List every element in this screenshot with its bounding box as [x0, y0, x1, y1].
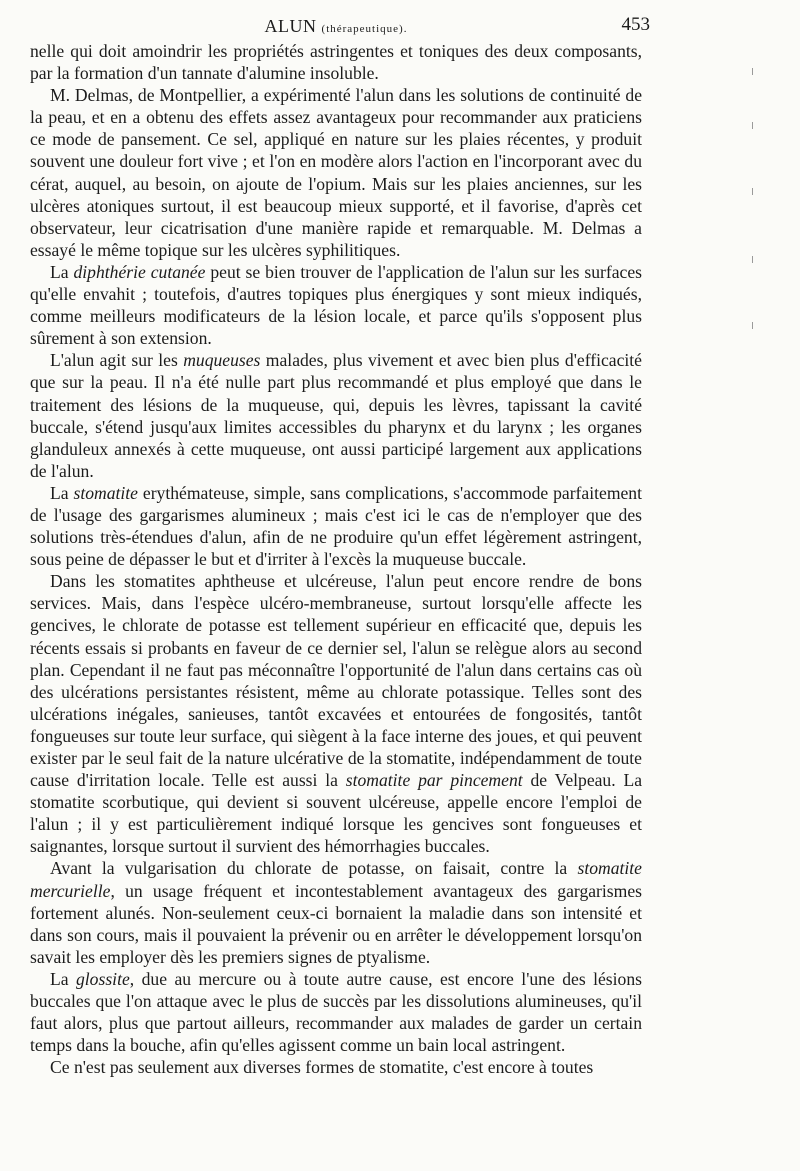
text-run: M. Delmas, de Montpellier, a expérimenté l'alun dans les solutions de continuité de la peau, et en a obtenu des effets assez avantageux pour recommander aux praticiens ce mode de pansement. Ce sel, appliqué en nature sur les plaies récentes, y produit souvent une douleur fort vive ; et l'on en modère alors l'action en l'incorporant avec du cérat, auquel, au besoin, on ajoute de l'opium. Mais sur les plaies anciennes, sur les ulcères atoniques surtout, il est beaucoup mieux supporté, et il favorise, d'après cet observateur, leur cicatrisation d'une manière rapide et remarquable. M. Delmas a essayé le même topique sur les ulcères syphilitiques. [30, 85, 642, 260]
italic-term: stomatite par pincement [345, 770, 523, 791]
text-run: La [50, 968, 76, 989]
text-run: peut se bien trouver de l'application de l'alun sur les surfaces qu'elle envahit ; toutefois, d'autres topiques plus énergiques y sont mieux indiqués, comme meilleurs modificateurs de la lésion locale, et parce qu'ils s'opposent plus sûrement à son extension. [30, 261, 642, 349]
text-run: Ce n'est pas seulement aux diverses formes de stomatite, c'est encore à toutes [50, 1057, 594, 1078]
paragraph [30, 349, 642, 482]
page [30, 6, 650, 1078]
margin-tick [752, 256, 753, 263]
paragraph [30, 968, 642, 1056]
text-run: , un usage fréquent et incontestablement avantageux des gargarismes fortement alunés. Non-seulement ceux-ci bornaient la maladie dans son intensité et dans son cours, mais il pouvaient la prévenir ou en arrêter le développement lorsqu'on savait les employer dès les premiers signes de ptyalisme. [30, 880, 642, 967]
page-number: 453 [621, 14, 650, 35]
margin-tick [752, 188, 753, 195]
italic-term: stomatite mercurielle [30, 858, 642, 901]
paragraph [30, 857, 642, 967]
paragraph [30, 570, 642, 857]
paragraph [30, 482, 642, 570]
text-run: La [50, 261, 74, 282]
header-title: ALUN [264, 16, 317, 36]
text-run: malades, plus vivement et avec bien plus d'efficacité que sur la peau. Il n'a été nulle part plus recommandé et plus employé que dans le traitement des lésions de la muqueuse, qui, depuis les lèvres, tapissant la cavité buccale, s'étend jusqu'aux limites accessibles du pharynx et du larynx ; les organes glanduleux annexés à cette muqueuse, ont aussi participé largement aux applications de l'alun. [30, 350, 642, 481]
text-run: erythémateuse, simple, sans complications, s'accommode parfaitement de l'usage des gargarismes alumineux ; mais c'est ici le cas de n'employer que des solutions très-étendues d'alun, afin de ne produire qu'un effet légèrement astringent, sous peine de dépasser le but et d'irriter à l'excès la muqueuse buccale. [30, 482, 642, 570]
margin-marks [748, 60, 758, 480]
italic-term: muqueuses [183, 350, 261, 371]
margin-tick [752, 122, 753, 129]
running-header [30, 6, 650, 40]
header-subtitle: (thérapeutique). [321, 23, 408, 35]
italic-term: diphthérie cutanée [73, 261, 206, 282]
paragraph [30, 40, 642, 84]
text-run: Dans les stomatites aphtheuse et ulcéreuse, l'alun peut encore rendre de bons services. Mais, dans l'espèce ulcéro-membraneuse, surtout lorsqu'elle affecte les gencives, le chlorate de potasse est tellement supérieur en efficacité que, depuis les récents essais si probants en faveur de ce dernier sel, l'alun se relègue alors au second plan. Cependant il ne faut pas méconnaître l'opportunité de l'alun dans certains cas où des ulcérations persistantes résistent, même au chlorate potassique. Telles sont des ulcérations inégales, sanieuses, tantôt excavées et entourées de fongosités, tantôt fongueuses sur toute leur surface, qui siègent à la face interne des joues, et qui peuvent exister par le seul fait de la nature ulcérative de la stomatite, indépendamment de toute cause d'irritation locale. Telle est aussi la [30, 571, 642, 791]
text-run: nelle qui doit amoindrir les propriétés astringentes et toniques des deux composants, par la formation d'un tannate d'alumine insoluble. [30, 41, 642, 84]
text-run: de Velpeau. La stomatite scorbutique, qui devient si souvent ulcéreuse, appelle encore l'emploi de l'alun ; il y est particulièrement indiqué lorsque les gencives sont fongueuses et saignantes, lorsque surtout il survient des hémorrhagies buccales. [30, 770, 642, 857]
text-run: Avant la vulgarisation du chlorate de potasse, on faisait, contre la [50, 858, 578, 879]
text-run: L'alun agit sur les [50, 350, 184, 371]
running-head [30, 16, 642, 37]
margin-tick [752, 322, 753, 329]
margin-tick [752, 68, 753, 75]
italic-term: stomatite [73, 482, 138, 503]
italic-term: glossite [76, 968, 130, 989]
body-text [30, 40, 642, 1078]
paragraph [30, 84, 642, 261]
text-run: La [50, 482, 74, 503]
text-run: , due au mercure ou à toute autre cause, est encore l'une des lésions buccales que l'on attaque avec le plus de succès par les dissolutions alumineuses, qu'il faut alors, plus que partout ailleurs, recommander aux malades de garder un certain temps dans la bouche, afin qu'elles agissent comme un bain local astringent. [30, 968, 642, 1056]
paragraph [30, 261, 642, 349]
paragraph [30, 1056, 642, 1078]
